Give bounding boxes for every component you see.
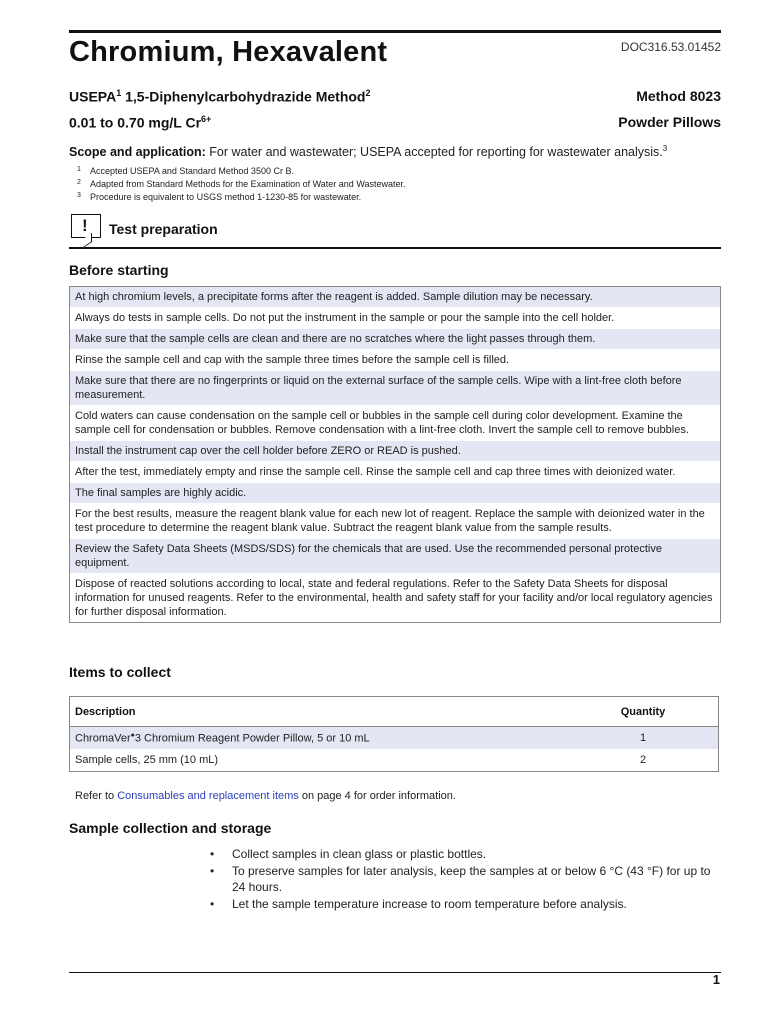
before-starting-heading: Before starting: [69, 262, 169, 278]
note-row: For the best results, measure the reagent blank value for each new lot of reagent. Replace the sample with deionized water in the test procedure to determine the reagent blank value. Subtract the reagent blank value from the sample results.: [70, 504, 720, 539]
items-to-collect-heading: Items to collect: [69, 664, 171, 680]
note-row: The final samples are highly acidic.: [70, 483, 720, 504]
scope-statement: Scope and application: For water and wastewater; USEPA accepted for reporting for wastewater analysis.$^3$: [69, 144, 668, 160]
exclamation-note-icon: !: [71, 214, 101, 238]
note-row: Install the instrument cap over the cell holder before ZERO or READ is pushed.: [70, 441, 720, 462]
items-table: [69, 696, 719, 772]
note-row: After the test, immediately empty and rinse the sample cell. Rinse the sample cell and cap three times with deionized water.: [70, 462, 720, 483]
table-row: [70, 749, 719, 772]
item-quantity: 2: [639, 754, 647, 766]
method-number: Method 8023: [636, 88, 721, 104]
format-label: Powder Pillows: [618, 114, 721, 130]
description-column-header: Description: [70, 697, 569, 727]
method-name: USEPA$^1$ 1,5-Diphenylcarbohydrazide Method$^2$: [69, 88, 371, 105]
list-item: • Collect samples in clean glass or plastic bottles.: [210, 846, 722, 862]
note-row: Dispose of reacted solutions according to local, state and federal regulations. Refer to the Safety Data Sheets for disposal information for unused reagents. Refer to the environmental, health and safety staff for your facility and/or local regulatory agencies for further disposal information.: [75, 578, 713, 618]
quantity-column-header: Quantity: [568, 697, 719, 727]
footnote: 2 Adapted from Standard Methods for the Examination of Water and Wastewater.: [77, 179, 406, 189]
item-quantity: 1: [568, 727, 719, 750]
footnote: 1 Accepted USEPA and Standard Method 3500 Cr B.: [77, 166, 294, 176]
top-rule: [69, 30, 721, 33]
before-starting-table: [69, 286, 721, 623]
note-row: Cold waters can cause condensation on the sample cell or bubbles in the sample cell during color development. Examine the sample cell for condensation or bubbles. Remove condensation with a lint-free cloth. Invert the sample cell to remove bubbles.: [70, 406, 720, 441]
table-header-row: [70, 697, 719, 727]
range-row: [69, 114, 721, 131]
refer-text: Refer to Consumables and replacement items on page 4 for order information.: [75, 790, 456, 802]
footnote: 3 Procedure is equivalent to USGS method 1-1230-85 for wastewater.: [77, 192, 362, 202]
note-row: Review the Safety Data Sheets (MSDS/SDS) for the chemicals that are used. Use the recommended personal protective equipment.: [70, 539, 720, 574]
note-row: Rinse the sample cell and cap with the sample three times before the sample cell is filled.: [70, 350, 720, 371]
page-title: Chromium, Hexavalent: [69, 36, 388, 68]
item-description: Sample cells, 25 mm (10 mL): [75, 754, 219, 766]
consumables-link[interactable]: Consumables and replacement items: [117, 790, 299, 802]
method-row: [69, 88, 721, 105]
footnotes: [77, 166, 406, 205]
item-description: ChromaVer●3 Chromium Reagent Powder Pillow, 5 or 10 mL: [70, 727, 569, 750]
storage-list: [210, 846, 722, 913]
sample-collection-heading: Sample collection and storage: [69, 820, 272, 836]
note-row: At high chromium levels, a precipitate forms after the reagent is added. Sample dilution may be necessary.: [70, 287, 720, 308]
note-row: Make sure that there are no fingerprints or liquid on the external surface of the sample cells. Wipe with a lint-free cloth before measurement.: [70, 371, 720, 406]
test-preparation-section: [69, 214, 721, 249]
range-text: 0.01 to 0.70 mg/L $Cr^{6+}$: [69, 114, 212, 131]
list-item: • Let the sample temperature increase to room temperature before analysis.: [210, 896, 722, 912]
note-row: Always do tests in sample cells. Do not put the instrument in the sample or pour the sample into the cell holder.: [70, 308, 720, 329]
footer-rule: [69, 972, 721, 973]
table-row: [70, 727, 719, 750]
list-item: • To preserve samples for later analysis, keep the samples at or below 6 °C (43 °F) for up to 24 hours.: [210, 863, 722, 895]
note-row: Make sure that the sample cells are clean and there are no scratches where the light passes through them.: [70, 329, 720, 350]
page-number: 1: [712, 972, 720, 987]
doc-number: DOC316.53.01452: [620, 40, 721, 54]
test-preparation-heading: Test preparation: [109, 221, 218, 237]
